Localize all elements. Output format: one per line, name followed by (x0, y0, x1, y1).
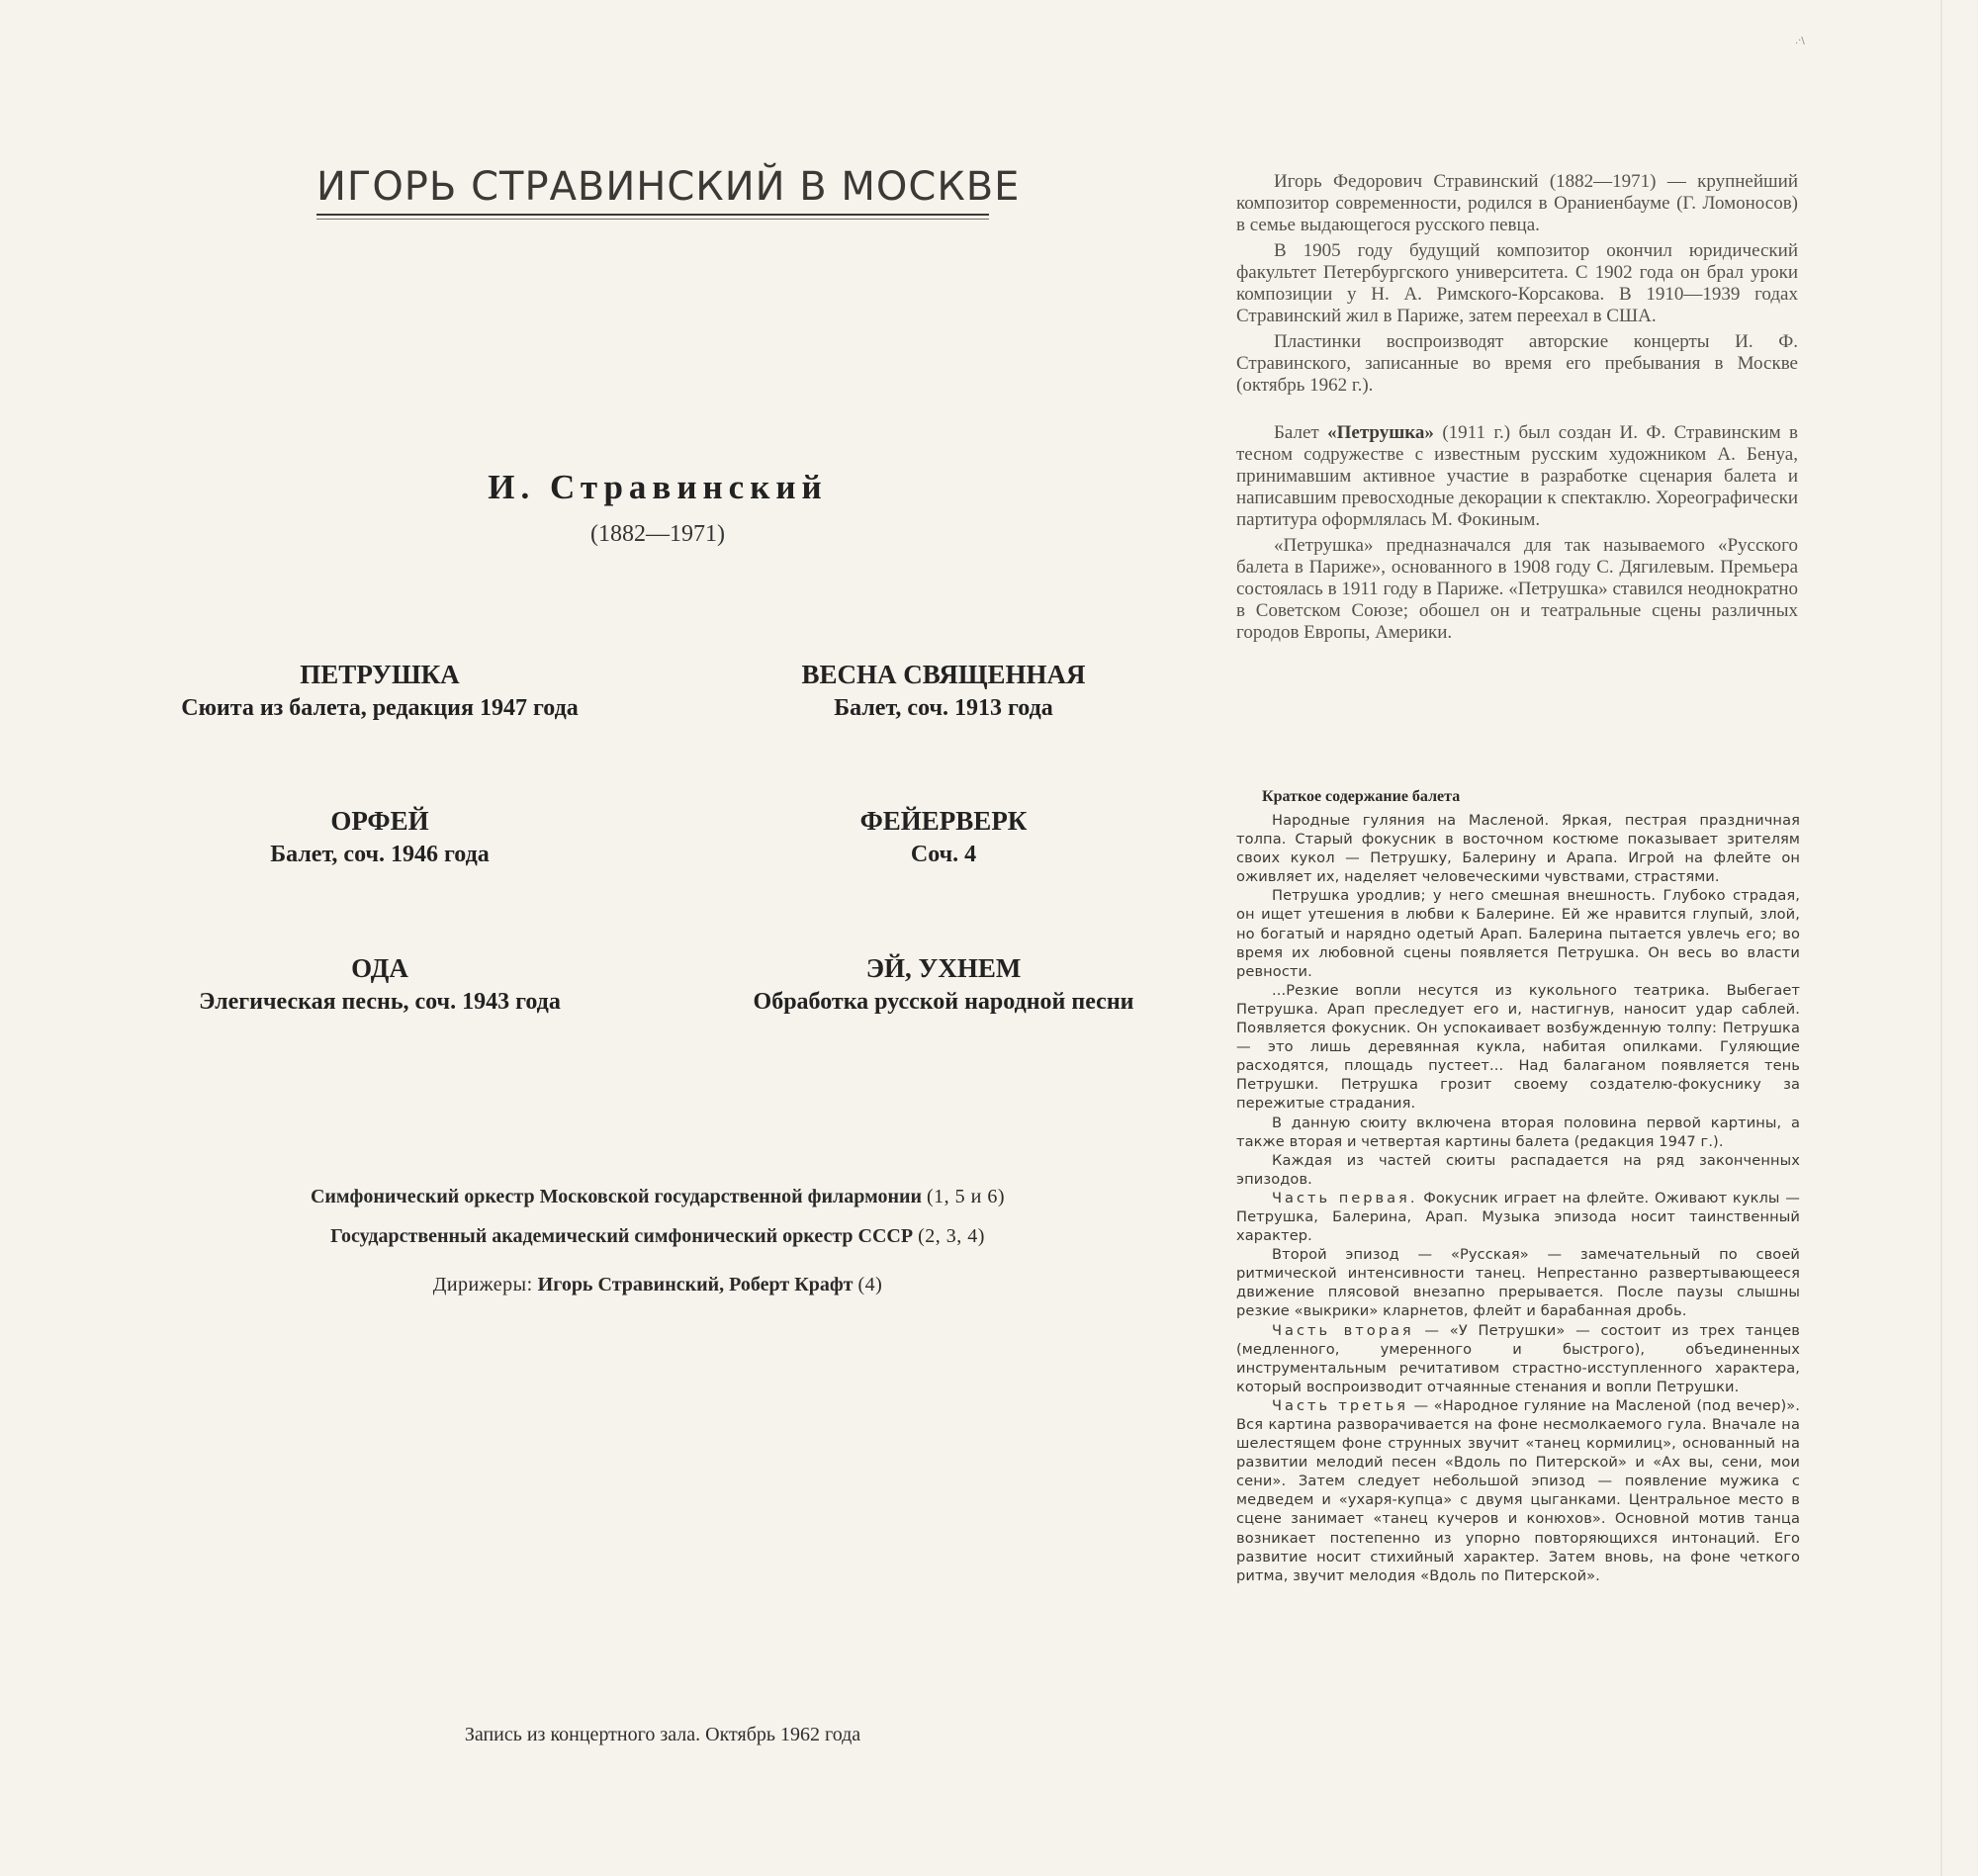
part-text: Фокусник играет на флейте. Оживают куклы — Петрушка, Балерина, Арап. Музыка эпизода носит таинственный характер. (1236, 1189, 1800, 1245)
orchestra-name: Государственный академический симфонический оркестр СССР (330, 1225, 914, 1247)
work-rite-of-spring (686, 658, 1201, 725)
orchestra-name: Симфонический оркестр Московской государственной филармонии (310, 1186, 923, 1207)
work-title: ВЕСНА СВЯЩЕННАЯ (801, 660, 1086, 689)
work-title: ФЕЙЕРВЕРК (859, 806, 1028, 836)
ballet-intro-after: (1911 г.) был создан И. Ф. Стравинским в тесном содружестве с известным русским художником А. Бенуа, принимавшим активное участие в разработке сценария балета и написавшим превосходные декорации к спектаклю. Хореографически партитура оформлялась М. Фокиным. (1236, 422, 1799, 530)
bio-paragraph: В 1905 году будущий композитор окончил юридический факультет Петербургского университета. С 1902 года он брал уроки композиции у Н. А. Римского-Корсакова. В 1910—1939 годах Стравинский жил в Париже, затем переехал в США. (1236, 240, 1798, 326)
work-subtitle: Балет, соч. 1946 года (270, 842, 490, 867)
conductors-label: Дирижеры: (432, 1274, 533, 1295)
work-subtitle: Элегическая песнь, соч. 1943 года (199, 989, 561, 1015)
ballet-name: «Петрушка» (1327, 422, 1434, 443)
summary-paragraph: ...Резкие вопли несутся из кукольного театрика. Выбегает Петрушка. Арап преследует его и, настигнув, наносит удар саблей. Появляется фокусник. Он успокаивает возбужденную толпу: Петрушка — это лишь деревянная кукла, набитая опилками. Гуляющие расходятся, площадь пустеет... Над балаганом появляется тень Петрушки. Петрушка грозит своему создателю-фокуснику за пережитые страдания. (1236, 981, 1800, 1113)
bio-paragraph: Игорь Федорович Стравинский (1882—1971) — крупнейший композитор современности, родился в Ораниенбауме (Г. Ломоносов) в семье выдающегося русского певца. (1236, 171, 1798, 235)
work-petrushka (123, 658, 637, 725)
work-title: ОРФЕЙ (330, 806, 429, 836)
work-title: ОДА (351, 953, 408, 983)
recording-note: Запись из концертного зала. Октябрь 1962 года (464, 1724, 861, 1745)
summary-paragraph: Второй эпизод — «Русская» — замечательный по своей ритмической интенсивности танец. Непрестанно развертывающееся движение плясовой внезапно прерывается. После паузы слышны резкие «выкрики» кларнетов, флейт и барабанная дробь. (1236, 1246, 1800, 1320)
biography-text (1236, 171, 1798, 648)
summary-paragraph: Народные гуляния на Масленой. Яркая, пестрая праздничная толпа. Старый фокусник в восточном костюме показывает зрителям своих кукол — Петрушку, Балерину и Арапа. Игрой на флейте он оживляет их, наделяет человеческими чувствами, страстями. (1236, 812, 1800, 886)
page-fold (1940, 0, 1942, 1876)
summary-paragraph: Петрушка уродлив; у него смешная внешность. Глубоко страдая, он ищет утешения в любви к Балерине. Ей же нравится глупый, злой, но богатый и нарядно одетый Арап. Балерина пытается увлечь его; во время их любовной сцены появляется Петрушка. Он весь во власти ревности. (1236, 887, 1800, 980)
title-underline-thin (316, 219, 989, 220)
work-fireworks (686, 804, 1201, 871)
work-song-of-volga-boatmen (686, 951, 1201, 1019)
orchestra-parts: (2, 3, 4) (918, 1225, 985, 1247)
work-subtitle: Сюита из балета, редакция 1947 года (181, 695, 579, 721)
composer-dates: (1882—1971) (590, 521, 725, 547)
part-text: — «У Петрушки» — состоит из трех танцев (медленного, умеренного и быстрого), объединенных инструментальным речитативом страстно-исступленного характера, который воспроизводит отчаянные стенания и вопли Петрушки. (1236, 1321, 1800, 1395)
ballet-summary-text (1236, 811, 1800, 1585)
part-text: — «Народное гуляние на Масленой (под вечер)». Вся картина разворачивается на фоне несмолкаемого гула. Вначале на шелестящем фоне струнных звучит «танец кормилиц», основанный на развитии мелодий песен «Вдоль по Питерской» и «Ах вы, сени, мои сени». Затем следует небольшой эпизод — появление мужика с медведем и «ухаря-купца» с двумя цыганками. Центральное место в сцене занимает «танец кучеров и конюхов». Основной мотив танца возникает постепенно из упорно повторяющихся интонаций. Его развитие носит стихийный характер. Затем вновь, на фоне четкого ритма, звучит мелодия «Вдоль по Питерской». (1236, 1396, 1801, 1584)
performer-line-2 (188, 1225, 1127, 1248)
print-speck: .·\ (1795, 36, 1805, 46)
work-title: ЭЙ, УХНЕМ (865, 953, 1022, 983)
work-ode (123, 951, 637, 1019)
conductors-names: Игорь Стравинский, Роберт Крафт (537, 1274, 854, 1295)
orchestra-parts: (1, 5 и 6) (927, 1186, 1006, 1207)
conductors-line (188, 1274, 1127, 1296)
summary-heading: Краткое содержание балета (1262, 788, 1461, 805)
part-label: Часть первая. (1272, 1189, 1418, 1206)
work-subtitle: Балет, соч. 1913 года (834, 695, 1053, 721)
summary-part-two (1236, 1321, 1800, 1396)
album-title: ИГОРЬ СТРАВИНСКИЙ В МОСКВЕ (316, 164, 1021, 210)
bio-paragraph: Пластинки воспроизводят авторские концерты И. Ф. Стравинского, записанные во время его пребывания в Москве (октябрь 1962 г.). (1236, 331, 1798, 396)
work-title: ПЕТРУШКА (300, 660, 460, 689)
summary-part-three (1236, 1396, 1800, 1585)
part-label: Часть третья (1272, 1396, 1409, 1414)
composer-name: И. Стравинский (488, 468, 828, 506)
work-orpheus (123, 804, 637, 871)
summary-paragraph: Каждая из частей сюиты распадается на ряд законченных эпизодов. (1236, 1151, 1800, 1188)
conductors-note: (4) (857, 1274, 883, 1295)
ballet-intro-before: Балет (1274, 422, 1319, 443)
summary-part-one (1236, 1189, 1800, 1245)
work-subtitle: Соч. 4 (910, 842, 977, 867)
ballet-history-paragraph: «Петрушка» предназначался для так называемого «Русского балета в Париже», основанного в 1908 году С. Дягилевым. Премьера состоялась в 1911 году в Париже. «Петрушка» ставился неоднократно в Советском Союзе; обошел он и театральные сцены различных городов Европы, Америки. (1236, 535, 1798, 643)
summary-paragraph: В данную сюиту включена вторая половина первой картины, а также вторая и четвертая картины балета (редакция 1947 г.). (1236, 1114, 1800, 1150)
title-underline (316, 214, 989, 216)
work-subtitle: Обработка русской народной песни (753, 989, 1134, 1015)
part-label: Часть вторая (1272, 1321, 1414, 1339)
performer-line-1 (188, 1186, 1127, 1208)
ballet-intro-paragraph (1236, 422, 1798, 531)
